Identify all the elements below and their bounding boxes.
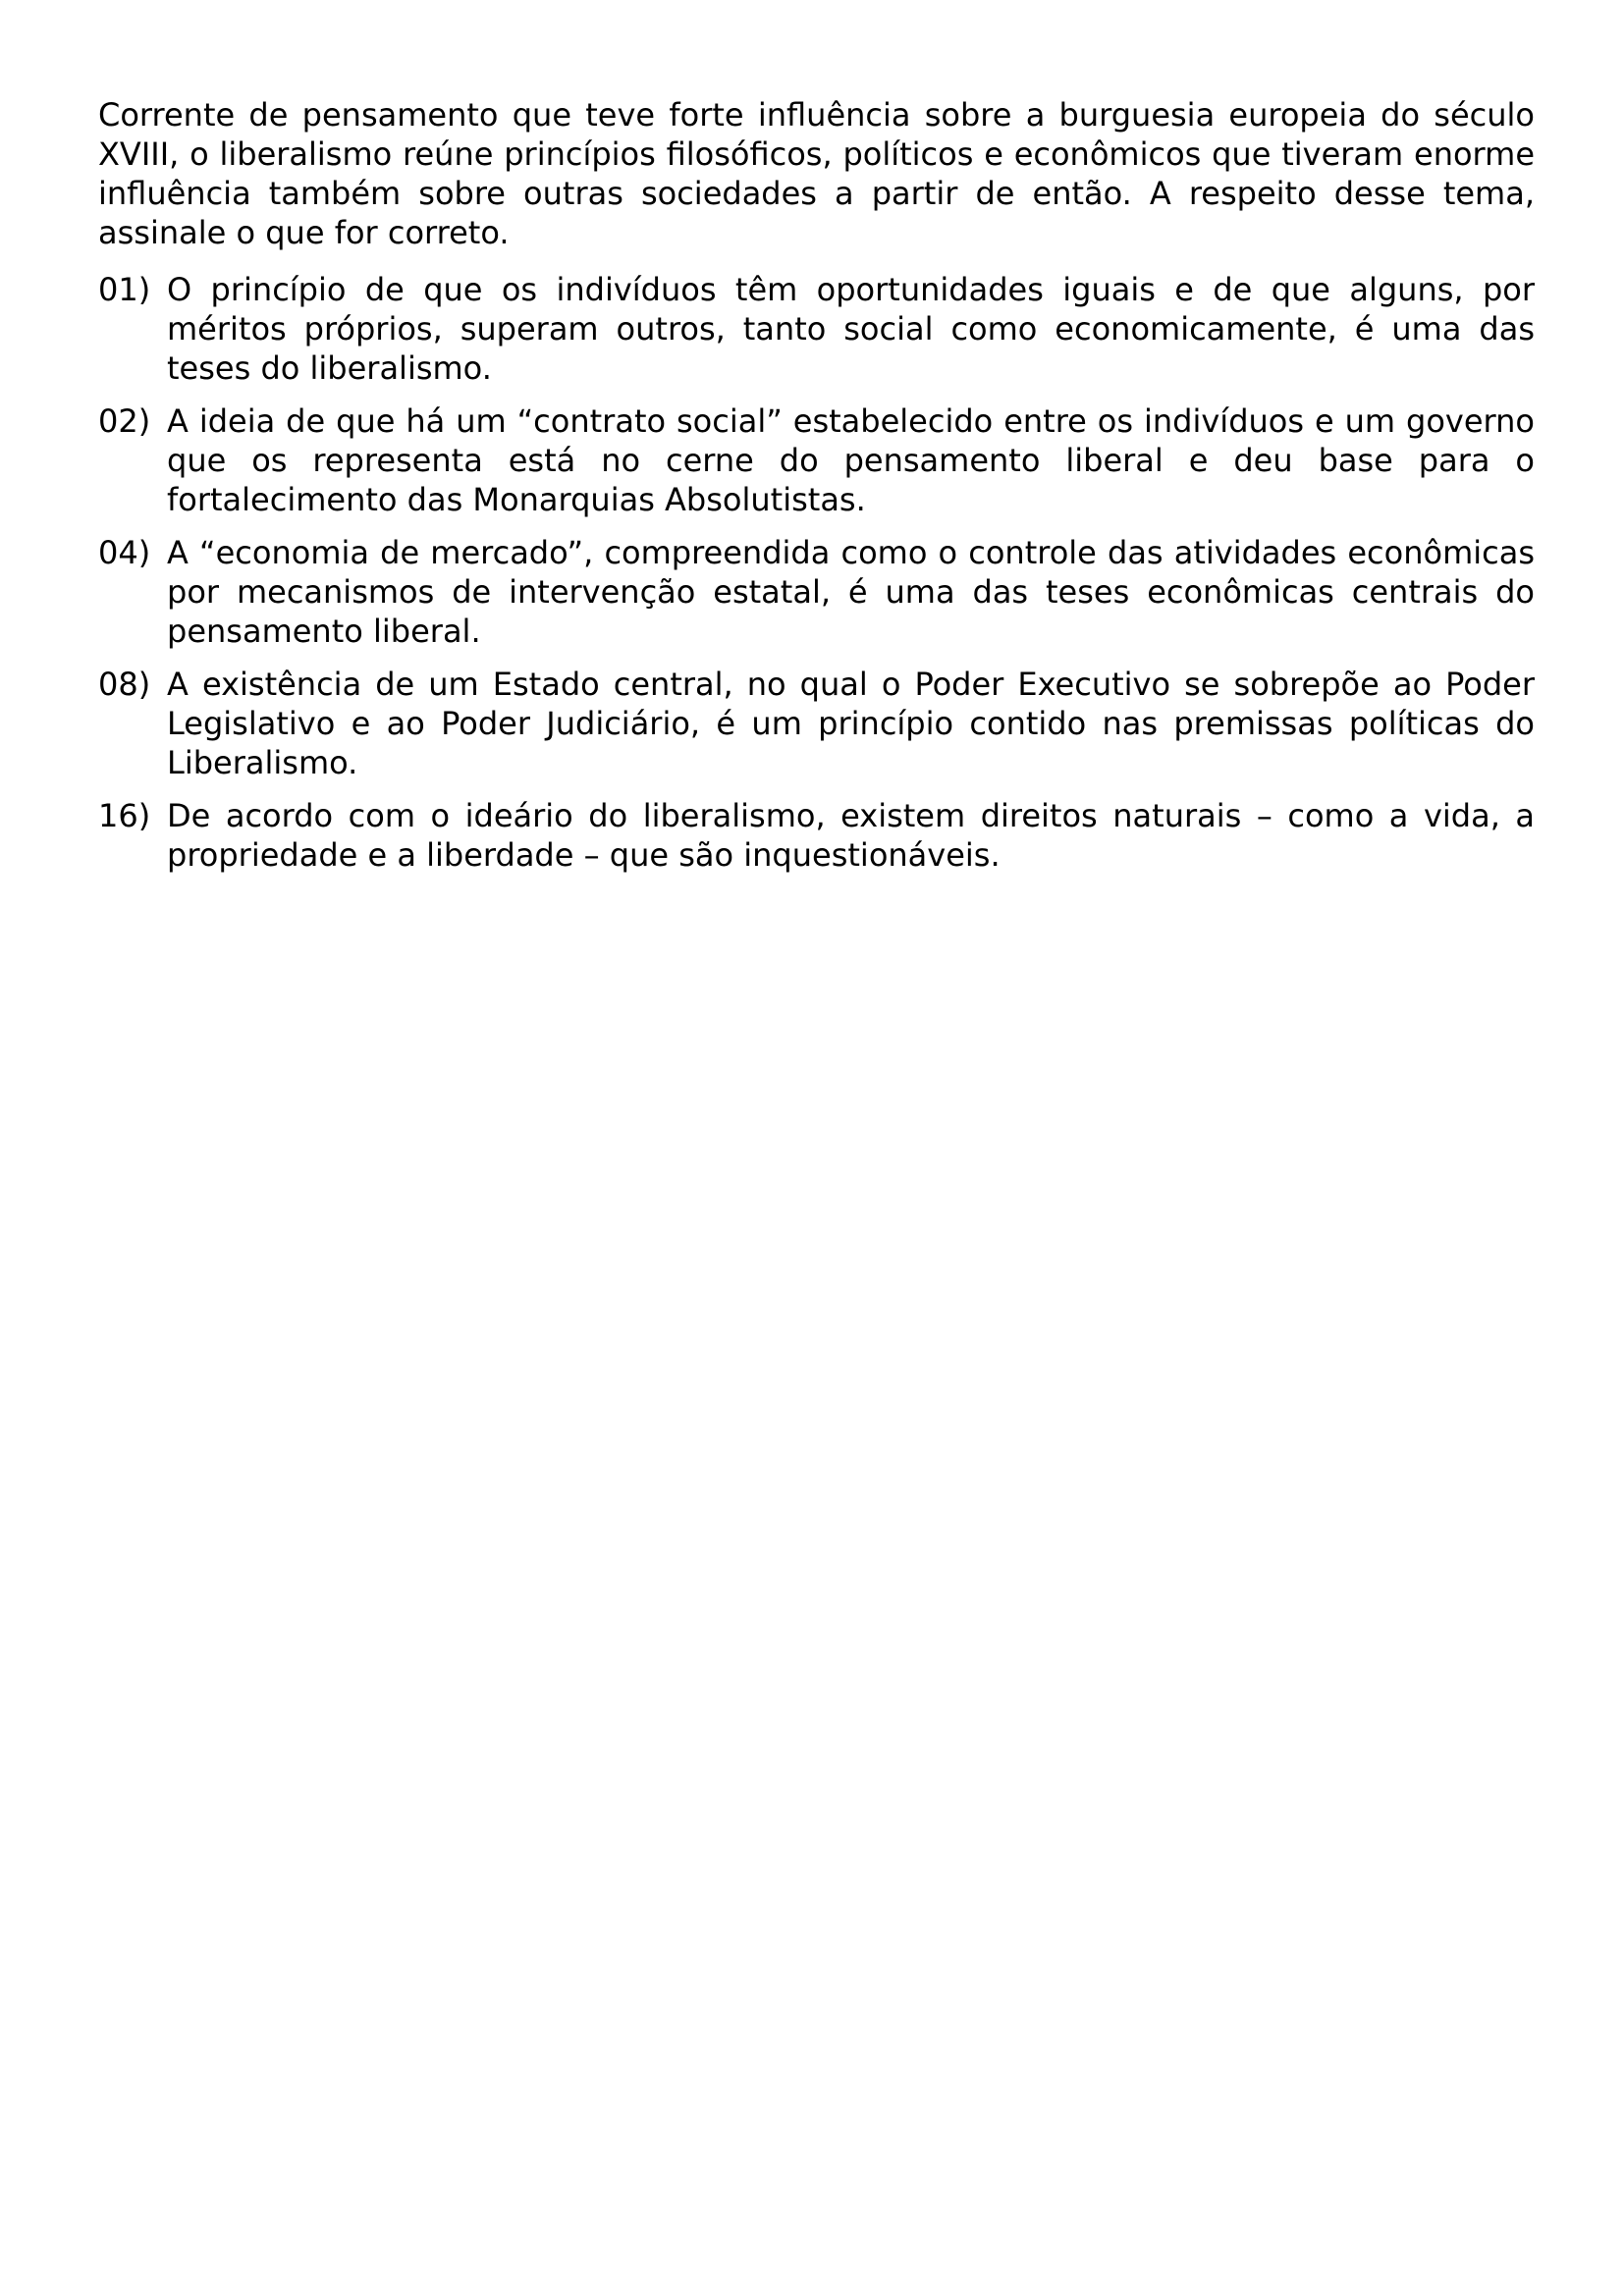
option-text: A existência de um Estado central, no qual o Poder Executivo se sobrepõe ao Poder Legislativo e ao Poder Judiciário, é um princípio contido nas premissas políticas do Liberalismo. xyxy=(167,666,1535,781)
option-number: 02) xyxy=(98,402,151,440)
option-text: A ideia de que há um “contrato social” estabelecido entre os indivíduos e um governo que os representa está no cerne do pensamento liberal e deu base para o fortalecimento das Monarquias Absolutistas. xyxy=(167,402,1535,518)
option-04 xyxy=(98,533,1535,651)
question-statement: Corrente de pensamento que teve forte influência sobre a burguesia europeia do século XVIII, o liberalismo reúne princípios filosóficos, políticos e econômicos que tiveram enorme influência também sobre outras sociedades a partir de então. A respeito desse tema, assinale o que for correto. xyxy=(98,96,1535,251)
option-16 xyxy=(98,796,1535,875)
option-number: 08) xyxy=(98,666,151,703)
option-02 xyxy=(98,401,1535,519)
option-text: A “economia de mercado”, compreendida como o controle das atividades econômicas por mecanismos de intervenção estatal, é uma das teses econômicas centrais do pensamento liberal. xyxy=(167,534,1535,650)
option-number: 16) xyxy=(98,797,151,834)
option-number: 04) xyxy=(98,534,151,571)
answer-options-list xyxy=(98,270,1535,875)
option-01 xyxy=(98,270,1535,388)
option-text: De acordo com o ideário do liberalismo, existem direitos naturais – como a vida, a propriedade e a liberdade – que são inquestionáveis. xyxy=(167,797,1535,874)
option-08 xyxy=(98,665,1535,782)
question-block xyxy=(98,95,1535,888)
option-text: O princípio de que os indivíduos têm oportunidades iguais e de que alguns, por méritos próprios, superam outros, tanto social como economicamente, é uma das teses do liberalismo. xyxy=(167,271,1535,387)
option-number: 01) xyxy=(98,271,151,308)
